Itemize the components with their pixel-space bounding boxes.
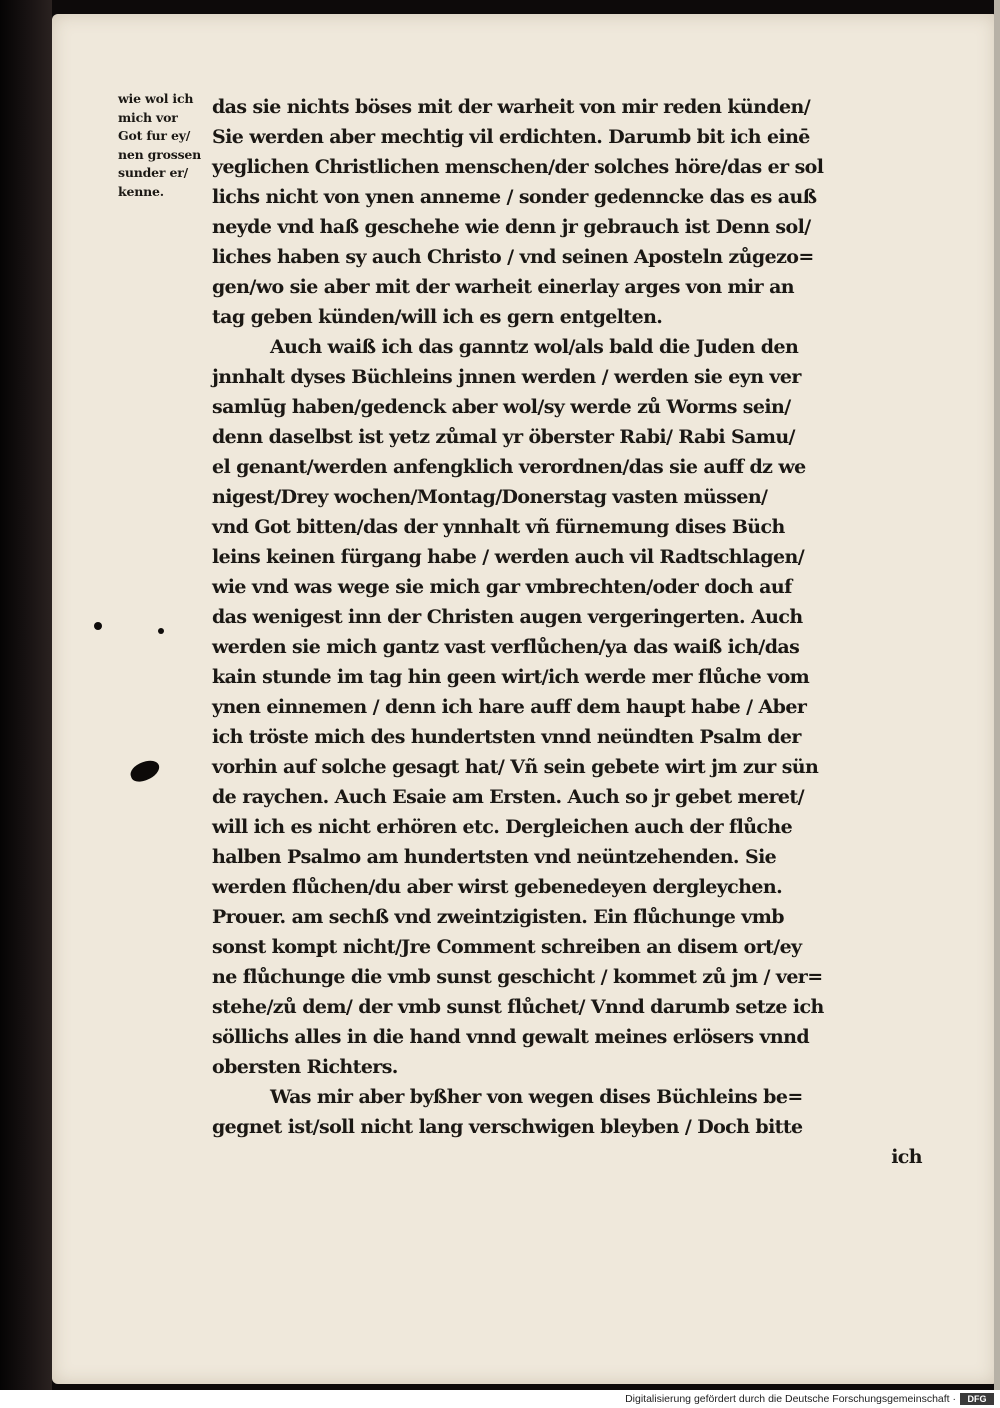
marginal-note-line: nen grossen <box>118 146 202 162</box>
paragraph-start-line: Was mir aber byßher von wegen dises Büchleins be= <box>270 1086 803 1108</box>
text-line: kain stunde im tag hin geen wirt/ich werde mer flůche vom <box>212 666 810 688</box>
text-line: denn daselbst ist yetz zůmal yr öberster Rabi/ Rabi Samu/ <box>212 426 795 448</box>
digitization-footer <box>0 1390 1000 1408</box>
body-text <box>212 92 922 1172</box>
marginal-note <box>118 90 210 201</box>
text-line: samlūg haben/gedenck aber wol/sy werde zů Worms sein/ <box>212 396 791 418</box>
text-line: gegnet ist/soll nicht lang verschwigen bleyben / Doch bitte <box>212 1116 803 1138</box>
page-edge <box>994 0 1000 1390</box>
footer-credit-text: Digitalisierung gefördert durch die Deutsche Forschungsgemeinschaft · <box>625 1393 956 1405</box>
marginal-note-line: wie wol ich <box>118 91 194 106</box>
marginal-note-line: sunder er/ <box>118 165 188 180</box>
catchword: ich <box>891 1146 922 1168</box>
text-line: will ich es nicht erhören etc. Dergleichen auch der flůche <box>212 816 793 838</box>
text-line: liches haben sy auch Christo / vnd seinen Aposteln zůgezo= <box>212 246 814 268</box>
text-line: yeglichen Christlichen menschen/der solches höre/das er sol <box>212 156 824 178</box>
text-line: werden sie mich gantz vast verflůchen/ya das waiß ich/das <box>212 636 800 658</box>
text-line: ynen einnemen / denn ich hare auff dem haupt habe / Aber <box>212 696 807 718</box>
text-line: werden flůchen/du aber wirst gebenedeyen dergleychen. <box>212 876 783 898</box>
text-line: vorhin auf solche gesagt hat/ Vñ sein gebete wirt jm zur sün <box>212 756 819 778</box>
marginal-note-line: kenne. <box>118 183 164 199</box>
text-line: stehe/zů dem/ der vmb sunst flůchet/ Vnnd darumb setze ich <box>212 996 824 1018</box>
marginal-note-line: mich vor <box>118 109 178 125</box>
text-line: de raychen. Auch Esaie am Ersten. Auch so jr gebet meret/ <box>212 786 804 808</box>
text-line: sonst kompt nicht/Jre Comment schreiben an disem ort/ey <box>212 936 802 958</box>
text-line: das wenigest inn der Christen augen vergeringerten. Auch <box>212 606 803 628</box>
book-gutter-shadow <box>0 0 52 1390</box>
text-line: söllichs alles in die hand vnnd gewalt meines erlösers vnnd <box>212 1026 810 1048</box>
text-line: obersten Richters. <box>212 1056 398 1078</box>
text-line: el genant/werden anfengklich verordnen/das sie auff dz we <box>212 456 806 478</box>
text-line: halben Psalmo am hundertsten vnd neüntzehenden. Sie <box>212 846 777 868</box>
text-line: ich tröste mich des hundertsten vnnd neündten Psalm der <box>212 726 801 748</box>
text-line: neyde vnd haß geschehe wie denn jr gebrauch ist Denn sol/ <box>212 216 811 238</box>
text-line: gen/wo sie aber mit der warheit einerlay arges von mir an <box>212 276 795 298</box>
text-line: leins keinen fürgang habe / werden auch vil Radtschlagen/ <box>212 546 805 568</box>
ink-speck <box>158 628 164 634</box>
text-line: tag geben künden/will ich es gern entgelten. <box>212 306 663 328</box>
text-line: das sie nichts böses mit der warheit von mir reden künden/ <box>212 96 811 118</box>
text-line: vnd Got bitten/das der ynnhalt vñ fürnemung dises Büch <box>212 516 785 538</box>
marginal-note-line: Got fur ey/ <box>118 128 191 143</box>
text-line: wie vnd was wege sie mich gar vmbrechten/oder doch auf <box>212 576 792 598</box>
text-line: lichs nicht von ynen anneme / sonder gedenncke das es auß <box>212 186 817 208</box>
text-line: nigest/Drey wochen/Montag/Donerstag vasten müssen/ <box>212 486 768 508</box>
dfg-logo-icon: DFG <box>960 1393 994 1405</box>
text-line: ne flůchunge die vmb sunst geschicht / kommet zů jm / ver= <box>212 966 823 988</box>
ink-speck <box>94 622 102 630</box>
text-line: Sie werden aber mechtig vil erdichten. Darumb bit ich einē <box>212 126 810 148</box>
text-line: jnnhalt dyses Büchleins jnnen werden / werden sie eyn ver <box>212 366 801 388</box>
text-line: Prouer. am sechß vnd zweintzigisten. Ein flůchunge vmb <box>212 906 784 928</box>
paragraph-start-line: Auch waiß ich das ganntz wol/als bald die Juden den <box>270 336 799 358</box>
